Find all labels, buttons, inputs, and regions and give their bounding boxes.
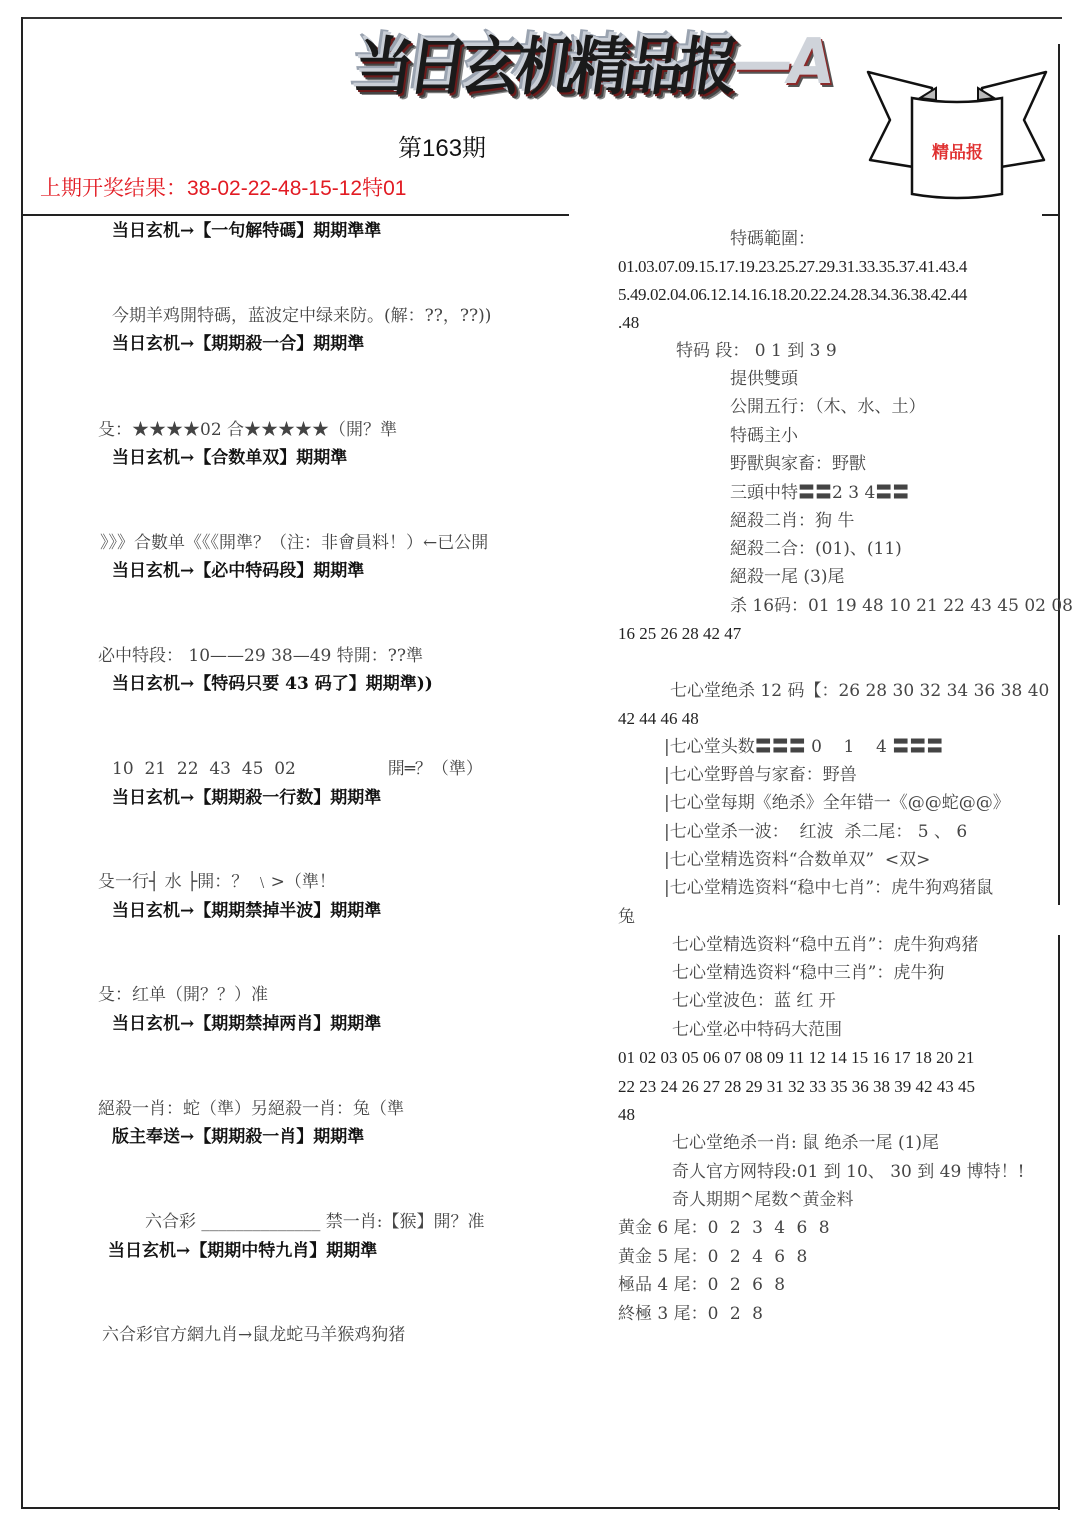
qxt-big-range-title: 七心堂必中特码大范围 — [672, 1020, 842, 1040]
qxt-odd-even: |七心堂精选资料“合数单双” <双> — [664, 850, 931, 870]
left-heading-6: 当日玄机→【期期殺一行数】期期準 — [112, 788, 382, 808]
range-line-1: 01.03.07.09.15.17.19.23.25.27.29.31.33.35.37.41.43.4 — [618, 257, 967, 276]
range-line-2: 5.49.02.04.06.12.14.16.18.20.22.24.28.34.36.38.42.44 — [618, 285, 967, 304]
border-gap — [1056, 905, 1062, 935]
qxt-five: 七心堂精选资料“稳中五肖”：虎牛狗鸡猪 — [672, 935, 979, 955]
qiren-segment: 奇人官方网特段:01 到 10、 30 到 49 博特！! — [672, 1162, 1025, 1182]
qxt-wild: |七心堂野兽与家畜：野兽 — [664, 765, 857, 785]
tail-label: 極品 4 尾： — [618, 1275, 708, 1295]
left-content-4: 必中特段： 10——29 38—49 特開：??準 — [98, 646, 423, 666]
five-elements: 公開五行：（木、水、土） — [730, 397, 926, 417]
left-content-7: 殳：红单（開？？）准 — [98, 985, 268, 1005]
left-content-2: 殳：★★★★02 合★★★★★（開？準 — [98, 420, 398, 440]
header-divider — [21, 214, 569, 216]
left-heading-10: 当日玄机→【期期中特九肖】期期準 — [108, 1241, 378, 1261]
left-content-6: 殳一行┤ 水 ├開：？ ﹨>（準！ — [98, 872, 336, 892]
left-content-9: 六合彩 ______________ 禁一肖:【猴】開？准 — [145, 1212, 485, 1232]
double-head: 提供雙頭 — [730, 369, 798, 389]
title-banner — [349, 22, 833, 105]
qxt-three: 七心堂精选资料“稳中三肖”：虎牛狗 — [672, 963, 945, 983]
page-border-bottom — [21, 1507, 1060, 1509]
left-content-3: 》》》合數单《《《開準？（注：非會員料！）←已公開 — [100, 533, 489, 553]
qxt-big-range-line-3: 48 — [618, 1105, 635, 1124]
range-line-3: .48 — [618, 313, 640, 332]
left-heading-3: 当日玄机→【合数单双】期期準 — [112, 448, 348, 468]
kill-two-zodiac: 絕殺二肖：狗 牛 — [730, 511, 855, 531]
tail-value: 0 2 8 — [707, 1304, 766, 1324]
tail-label: 黄金 5 尾： — [618, 1247, 708, 1267]
tail-label: 黄金 6 尾： — [618, 1218, 708, 1238]
title-main: 当日玄机精品报 — [349, 30, 738, 105]
left-heading-5: 当日玄机→【特码只要 43 码了】期期準)) — [112, 674, 433, 694]
ribbon-emblem-icon — [862, 66, 1052, 206]
size: 特碼主小 — [730, 426, 798, 446]
segment: 特码 段： 0 1 到 3 9 — [676, 341, 837, 361]
qxt-seven-line-2: 兔 — [618, 907, 635, 927]
qxt-kill12-line-1: 七心堂绝杀 12 码【：26 28 30 32 34 36 38 40 — [670, 681, 1050, 701]
left-heading-9: 版主奉送→【期期殺一肖】期期準 — [112, 1127, 365, 1147]
left-content-1: 今期羊鸡開特碼，蓝波定中绿来防。(解：??，??)) — [112, 306, 492, 326]
tail-label: 終極 3 尾： — [618, 1304, 708, 1324]
emblem-label: 精品报 — [932, 143, 983, 163]
qxt-yearly: |七心堂每期《绝杀》全年错一《@@蛇@@》 — [664, 793, 1010, 813]
left-content-10: 六合彩官方網九肖→鼠龙蛇马羊猴鸡狗猪 — [102, 1325, 406, 1345]
tail-row — [618, 1247, 810, 1267]
qxt-kill12-line-2: 42 44 46 48 — [618, 709, 699, 728]
qxt-seven-line-1: |七心堂精选资料“稳中七肖”：虎牛狗鸡猪鼠 — [664, 878, 994, 898]
qxt-big-range-line-1: 01 02 03 05 06 07 08 09 11 12 14 15 16 17 18 20 21 — [618, 1048, 975, 1067]
tail-row — [618, 1304, 766, 1324]
tail-value: 0 2 6 8 — [707, 1275, 789, 1295]
range-title: 特碼範圍： — [730, 229, 815, 249]
left-heading-1: 当日玄机→【一句解特碼】期期準準 — [112, 221, 382, 241]
previous-result — [40, 172, 406, 202]
tail-value: 0 2 4 6 8 — [707, 1247, 811, 1267]
left-content-8: 絕殺一肖：蛇（準）另絕殺一肖：兔（準 — [98, 1099, 404, 1119]
qxt-head: |七心堂头数〓〓〓 0 1 4 〓〓〓 — [664, 737, 944, 757]
qxt-big-range-line-2: 22 23 24 26 27 28 29 31 32 33 35 36 38 39 42 43 45 — [618, 1077, 975, 1096]
page-border-right — [1058, 44, 1060, 1510]
three-heads: 三頭中特〓〓2 3 4〓〓 — [730, 483, 910, 503]
qxt-kill-one: 七心堂绝杀一肖: 鼠 绝杀一尾 (1)尾 — [672, 1133, 940, 1153]
qxt-color: 七心堂波色：蓝 红 开 — [672, 991, 836, 1011]
qxt-wave: |七心堂杀一波： 红波 杀二尾： 5 、 6 — [664, 822, 968, 842]
kill-one-tail: 絕殺一尾 (3)尾 — [730, 567, 845, 587]
tail-row — [618, 1275, 788, 1295]
previous-result-label: 上期开奖结果： — [40, 177, 187, 200]
wild-domestic: 野獸與家畜：野獸 — [730, 454, 866, 474]
kill16-line-2: 16 25 26 28 42 47 — [618, 624, 742, 643]
header-divider-tick — [1042, 214, 1060, 216]
tail-value: 0 2 3 4 6 8 — [707, 1218, 833, 1238]
left-heading-4: 当日玄机→【必中特码段】期期準 — [112, 561, 365, 581]
left-heading-8: 当日玄机→【期期禁掉两肖】期期準 — [112, 1014, 382, 1034]
page-border-left — [21, 17, 23, 1509]
kill-two-he: 絕殺二合：(01)、(11) — [730, 539, 902, 559]
title-suffix: —A — [727, 25, 833, 99]
left-heading-2: 当日玄机→【期期殺一合】期期準 — [112, 334, 365, 354]
qiren-tail-title: 奇人期期^尾数^黄金料 — [672, 1190, 854, 1210]
tail-row — [618, 1218, 833, 1238]
left-heading-7: 当日玄机→【期期禁掉半波】期期準 — [112, 901, 382, 921]
issue-number: 第163期 — [398, 135, 487, 162]
previous-result-value: 38-02-22-48-15-12特01 — [187, 177, 407, 200]
kill16-line-1: 杀 16码：01 19 48 10 21 22 43 45 02 08 — [730, 596, 1073, 616]
left-content-5: 10 21 22 43 45 02 開═？（準） — [112, 759, 483, 779]
